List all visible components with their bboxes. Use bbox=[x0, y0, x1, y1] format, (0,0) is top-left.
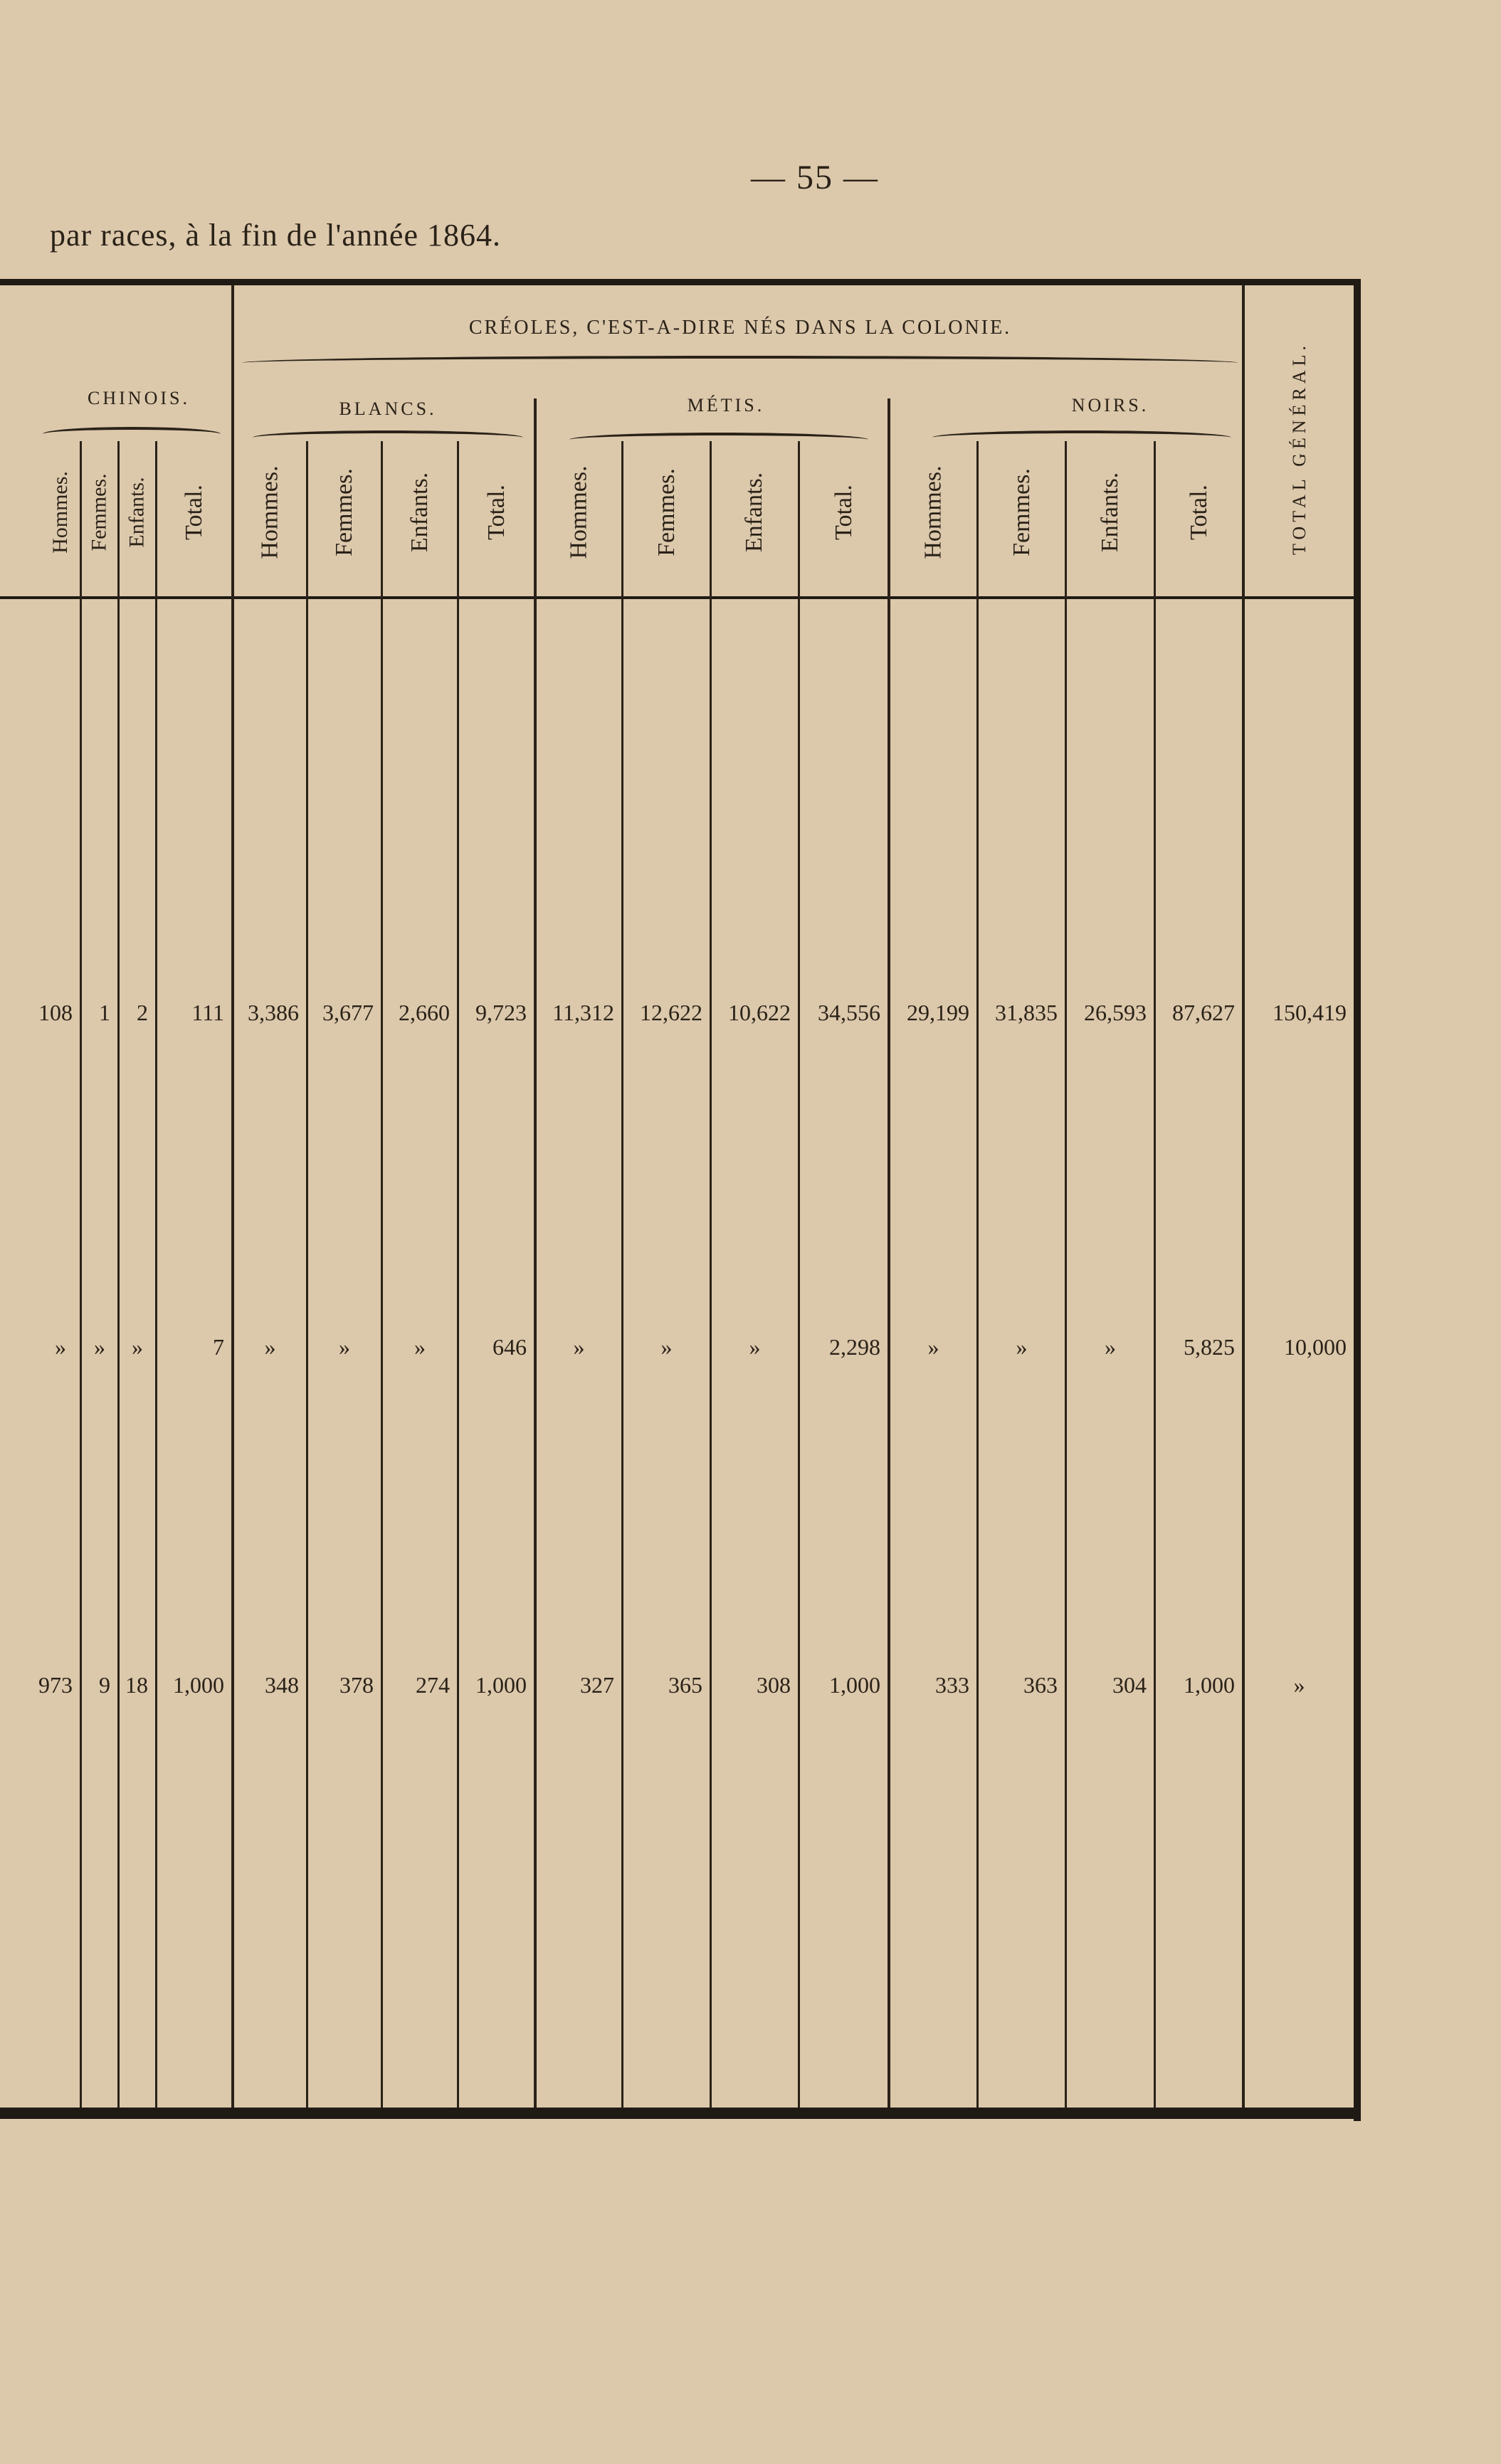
column-rule bbox=[306, 441, 308, 2108]
table-cell: » bbox=[1105, 1334, 1116, 1360]
table-cell: 1 bbox=[99, 1000, 110, 1025]
column-rule bbox=[888, 398, 890, 2108]
table-cell: 3,386 bbox=[248, 1000, 299, 1025]
column-rule bbox=[621, 441, 623, 2108]
header-separator bbox=[0, 596, 1354, 599]
col-head-metis-total: Total. bbox=[830, 485, 857, 540]
table-cell: 12,622 bbox=[640, 1000, 702, 1025]
col-head-metis-enfants: Enfants. bbox=[741, 472, 768, 553]
column-rule bbox=[1065, 441, 1067, 2108]
column-rule bbox=[710, 441, 712, 2108]
table-cell: 1,000 bbox=[829, 1672, 880, 1698]
table-frame-bottom bbox=[0, 2108, 1361, 2119]
table-cell: 333 bbox=[935, 1672, 969, 1698]
table-cell: 308 bbox=[757, 1672, 791, 1698]
column-rule bbox=[80, 441, 82, 2108]
col-head-metis-hommes: Hommes. bbox=[565, 465, 592, 559]
column-rule bbox=[976, 441, 979, 2108]
col-head-blancs-total: Total. bbox=[483, 485, 510, 540]
col-head-blancs-enfants: Enfants. bbox=[406, 472, 433, 553]
table-cell: 26,593 bbox=[1084, 1000, 1147, 1025]
table-cell: 363 bbox=[1023, 1672, 1058, 1698]
table-cell: 365 bbox=[668, 1672, 702, 1698]
table-cell: 108 bbox=[38, 1000, 73, 1025]
table-cell: 5,825 bbox=[1184, 1334, 1235, 1360]
table-cell: 973 bbox=[38, 1672, 73, 1698]
table-cell: 1,000 bbox=[1184, 1672, 1235, 1698]
table-cell: 327 bbox=[580, 1672, 614, 1698]
table-cell: 274 bbox=[416, 1672, 450, 1698]
table-cell: 2 bbox=[137, 1000, 148, 1025]
table-cell: 10,000 bbox=[1284, 1334, 1347, 1360]
table-cell: » bbox=[749, 1334, 761, 1360]
table-cell: 9 bbox=[99, 1672, 110, 1698]
table-cell: » bbox=[414, 1334, 426, 1360]
table-cell: 2,660 bbox=[399, 1000, 450, 1025]
col-head-noirs-femmes: Femmes. bbox=[1008, 468, 1035, 556]
group-label-noirs: NOIRS. bbox=[1071, 395, 1149, 416]
group-brace-blancs bbox=[253, 430, 523, 438]
table-cell: 150,419 bbox=[1273, 1000, 1347, 1025]
col-head-blancs-hommes: Hommes. bbox=[256, 465, 283, 559]
column-rule bbox=[457, 441, 459, 2108]
table-cell: 34,556 bbox=[818, 1000, 880, 1025]
column-rule bbox=[381, 441, 383, 2108]
table-cell: 7 bbox=[213, 1334, 224, 1360]
table-cell: » bbox=[264, 1334, 276, 1360]
group-brace-creoles bbox=[242, 356, 1238, 363]
table-cell: 9,723 bbox=[475, 1000, 527, 1025]
table-cell: » bbox=[132, 1334, 143, 1360]
page-number: — 55 — bbox=[751, 159, 879, 196]
col-head-blancs-femmes: Femmes. bbox=[331, 468, 357, 556]
table-cell: » bbox=[94, 1334, 105, 1360]
column-rule bbox=[1154, 441, 1156, 2108]
table-cell: 646 bbox=[493, 1334, 527, 1360]
group-label-chinois: CHINOIS. bbox=[88, 388, 190, 408]
table-cell: » bbox=[1016, 1334, 1028, 1360]
col-head-chinois-enfants: Enfants. bbox=[125, 477, 149, 548]
column-rule bbox=[155, 441, 157, 2108]
table-cell: 348 bbox=[265, 1672, 299, 1698]
group-brace-noirs bbox=[932, 430, 1231, 438]
column-rule bbox=[534, 398, 537, 2108]
table-cell: 18 bbox=[125, 1672, 148, 1698]
table-cell: 10,622 bbox=[728, 1000, 791, 1025]
table-cell: » bbox=[927, 1334, 939, 1360]
group-label-metis: MÉTIS. bbox=[687, 395, 765, 416]
col-head-noirs-hommes: Hommes. bbox=[920, 465, 947, 559]
table-cell: » bbox=[573, 1334, 585, 1360]
col-head-chinois-hommes: Hommes. bbox=[48, 471, 73, 554]
table-cell: 3,677 bbox=[322, 1000, 374, 1025]
table-cell: 31,835 bbox=[995, 1000, 1058, 1025]
col-head-chinois-total: Total. bbox=[180, 485, 207, 540]
table-cell: 111 bbox=[191, 1000, 224, 1025]
col-head-noirs-enfants: Enfants. bbox=[1096, 472, 1123, 553]
col-head-chinois-femmes: Femmes. bbox=[88, 473, 112, 551]
col-head-metis-femmes: Femmes. bbox=[653, 468, 680, 556]
table-cell: 304 bbox=[1112, 1672, 1147, 1698]
group-label-creoles: CRÉOLES, C'EST-A-DIRE NÉS DANS LA COLONIE. bbox=[468, 317, 1012, 339]
table-cell: 2,298 bbox=[829, 1334, 880, 1360]
group-brace-metis bbox=[569, 433, 868, 440]
table-cell: 29,199 bbox=[907, 1000, 969, 1025]
col-head-noirs-total: Total. bbox=[1185, 485, 1212, 540]
table-cell: 87,627 bbox=[1172, 1000, 1235, 1025]
page-heading: par races, à la fin de l'année 1864. bbox=[50, 218, 501, 253]
column-rule bbox=[117, 441, 120, 2108]
table-cell: » bbox=[660, 1334, 673, 1360]
table-cell: 11,312 bbox=[552, 1000, 614, 1025]
group-brace-chinois bbox=[43, 427, 221, 434]
table-cell: 1,000 bbox=[173, 1672, 224, 1698]
col-head-total-general: TOTAL GÉNÉRAL. bbox=[1288, 342, 1310, 555]
table-cell: 378 bbox=[339, 1672, 374, 1698]
column-rule bbox=[798, 441, 800, 2108]
table-cell: » bbox=[55, 1334, 66, 1360]
group-label-blancs: BLANCS. bbox=[339, 398, 437, 419]
table-frame-right bbox=[1354, 279, 1361, 2121]
table-cell: » bbox=[339, 1334, 350, 1360]
table-cell: 1,000 bbox=[475, 1672, 527, 1698]
table-cell: » bbox=[1293, 1672, 1305, 1698]
table-frame-top bbox=[0, 279, 1361, 285]
